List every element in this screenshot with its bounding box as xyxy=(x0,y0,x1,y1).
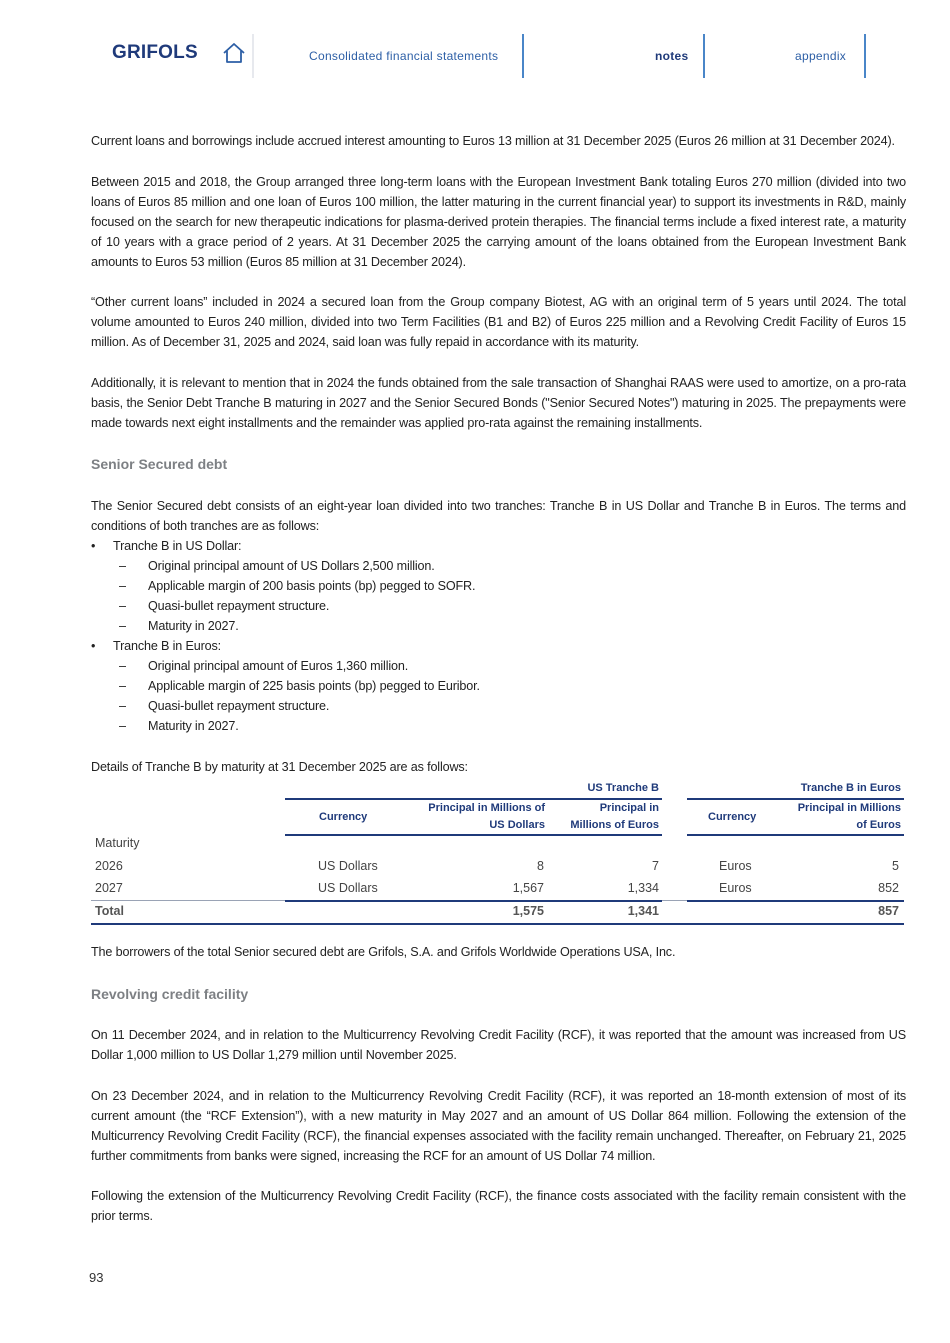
list-item: – Original principal amount of Euros 1,360 million. xyxy=(113,656,906,676)
tranche-maturity-table xyxy=(91,780,904,926)
cell-year: 2026 xyxy=(95,859,123,873)
paragraph-text: The borrowers of the total Senior secured debt are Grifols, S.A. and Grifols Worldwide Operations USA, Inc. xyxy=(91,945,676,959)
col-header-principal-usd-in-eur xyxy=(551,800,659,834)
row-label-maturity: Maturity xyxy=(95,836,140,850)
cell-currency: US Dollars xyxy=(318,881,378,895)
home-icon[interactable] xyxy=(222,41,246,65)
cell-currency: Euros xyxy=(719,881,752,895)
paragraph-accrued-interest xyxy=(91,131,906,151)
header-divider xyxy=(522,34,524,78)
paragraph-text: “Other current loans” included in 2024 a secured loan from the Group company Biotest, AG with an original term of 5 years until 2024. The total volume amounted to Euros 240 million, divided into two Term Facilities (B1 and B2) of Euros 225 million and a Revolving Credit Facility of Euros 15 million. As of December 31, 2025 and 2024, said loan was fully repaid in accordance with its maturity. xyxy=(91,295,906,349)
tranche-list xyxy=(91,536,906,736)
cell-currency: Euros xyxy=(719,859,752,873)
list-item: – Applicable margin of 200 basis points (bp) pegged to SOFR. xyxy=(113,576,906,596)
cell-year: 2027 xyxy=(95,881,123,895)
nav-appendix[interactable]: appendix xyxy=(795,49,847,63)
page-number: 93 xyxy=(89,1270,104,1285)
nav-consolidated-statements[interactable]: Consolidated financial statements xyxy=(309,49,499,63)
paragraph-text: On 23 December 2024, and in relation to the Multicurrency Revolving Credit Facility (RCF), it was reported an 18-month extension of most of its current amount (the “RCF Extension”), with a new maturity in May 2027 and an amount of US Dollar 864 million. Following the extension of the Multicurrency Revolving Credit Facility (RCF), the financial expenses associated with the facility remain unchanged. Thereafter, on February 21, 2025 further commitments from banks were signed, increasing the RCF for an amount of US Dollar 74 million. xyxy=(91,1089,906,1163)
tranche-label: Tranche B in US Dollar: xyxy=(113,539,242,553)
paragraph-text: Between 2015 and 2018, the Group arranged three long-term loans with the European Investment Bank totaling Euros 270 million (divided into two loans of Euros 85 million and one loan of Euros 100 million, the latter maturing in the current financial year) to support its investments in R&D, mainly focused on the search for new therapeutic indications for plasma-derived protein therapies. The financial terms include a fixed interest rate, a maturity of 10 years with a grace period of 2 years. At 31 December 2025 the carrying amount of the loans obtained from the European Investment Bank amounts to Euros 53 million (Euros 85 million at 31 December 2024). xyxy=(91,175,906,269)
paragraph-text: Current loans and borrowings include accrued interest amounting to Euros 13 million at 31 December 2025 (Euros 26 million at 31 December 2024). xyxy=(91,134,895,148)
paragraph-other-current-loans xyxy=(91,292,906,352)
paragraph-eib-loans xyxy=(91,172,906,272)
tranche-eur xyxy=(91,636,906,736)
paragraph-text: Additionally, it is relevant to mention that in 2024 the funds obtained from the sale transaction of Shanghai RAAS were used to amortize, on a pro-rata basis, the Senior Debt Tranche B maturing in 2027 and the Senior Secured Bonds ("Senior Secured Notes") maturing in 2025. The prepayments were made towards next eight installments and the remainder was applied pro-rata against the remaining installments. xyxy=(91,376,906,430)
details-intro xyxy=(91,757,906,777)
group-header-us-tranche: US Tranche B xyxy=(587,782,659,794)
senior-secured-terms xyxy=(91,496,906,736)
section-title-senior-secured: Senior Secured debt xyxy=(91,456,228,472)
group-header-eur-tranche: Tranche B in Euros xyxy=(800,782,901,794)
cell-total-eur: 857 xyxy=(878,904,899,918)
paragraph-shanghai-raas xyxy=(91,373,906,433)
col-header-line: Millions of Euros xyxy=(570,819,659,831)
grifols-logo[interactable]: GRIFOLS xyxy=(112,42,198,63)
rcf-paragraph-costs xyxy=(91,1186,906,1226)
col-header-principal-usd xyxy=(401,800,545,834)
cell-usd-eur: 1,334 xyxy=(627,881,659,895)
table-rule xyxy=(285,900,662,902)
table-rule xyxy=(91,923,904,925)
table-rule xyxy=(285,834,662,836)
cell-total-usd-eur: 1,341 xyxy=(627,904,659,918)
cell-eur: 5 xyxy=(892,859,899,873)
cell-total-label: Total xyxy=(95,904,124,918)
paragraph-text: Details of Tranche B by maturity at 31 December 2025 are as follows: xyxy=(91,760,468,774)
header-divider xyxy=(864,34,866,78)
table-rule xyxy=(687,834,904,836)
tranche-terms xyxy=(113,556,906,636)
cell-total-usd: 1,575 xyxy=(512,904,544,918)
list-item: – Quasi-bullet repayment structure. xyxy=(113,596,906,616)
cell-eur: 852 xyxy=(878,881,899,895)
paragraph-text: Following the extension of the Multicurrency Revolving Credit Facility (RCF), the finance costs associated with the facility remain consistent with the prior terms. xyxy=(91,1189,906,1223)
cell-usd: 8 xyxy=(537,859,544,873)
cell-usd-eur: 7 xyxy=(652,859,659,873)
col-header-currency-eur: Currency xyxy=(708,811,757,823)
table-rule xyxy=(687,900,904,902)
list-item: – Original principal amount of US Dollars 2,500 million. xyxy=(113,556,906,576)
list-item: – Applicable margin of 225 basis points (bp) pegged to Euribor. xyxy=(113,676,906,696)
cell-usd: 1,567 xyxy=(512,881,544,895)
list-item: – Maturity in 2027. xyxy=(113,616,906,636)
tranche-terms xyxy=(113,656,906,736)
paragraph-text: On 11 December 2024, and in relation to the Multicurrency Revolving Credit Facility (RCF), it was reported that the amount was increased from US Dollar 1,000 million to US Dollar 1,279 million until November 2025. xyxy=(91,1028,906,1062)
page-header xyxy=(0,0,950,100)
col-header-line: Principal in Millions of xyxy=(428,802,545,814)
header-divider xyxy=(252,34,254,78)
rcf-section xyxy=(91,984,906,1004)
section-title-rcf: Revolving credit facility xyxy=(91,986,249,1002)
header-divider xyxy=(703,34,705,78)
senior-secured-section xyxy=(91,454,906,474)
col-header-currency-us: Currency xyxy=(319,811,368,823)
nav-notes[interactable]: notes xyxy=(655,49,689,63)
col-header-line: of Euros xyxy=(856,819,901,831)
col-header-principal-eur xyxy=(771,800,901,834)
tranche-label: Tranche B in Euros: xyxy=(113,639,221,653)
col-header-line: Principal in Millions xyxy=(797,802,901,814)
cell-currency: US Dollars xyxy=(318,859,378,873)
tranche-usd xyxy=(91,536,906,636)
col-header-line: Principal in xyxy=(599,802,659,814)
rcf-paragraph-extension xyxy=(91,1086,906,1166)
borrowers-note xyxy=(91,942,906,962)
senior-intro: The Senior Secured debt consists of an eight-year loan divided into two tranches: Tranche B in US Dollar and Tranche B in Euros. The terms and conditions of both tranches are as follows: xyxy=(91,499,906,533)
rcf-paragraph-increase xyxy=(91,1025,906,1065)
list-item: – Quasi-bullet repayment structure. xyxy=(113,696,906,716)
list-item: – Maturity in 2027. xyxy=(113,716,906,736)
col-header-line: US Dollars xyxy=(489,819,545,831)
